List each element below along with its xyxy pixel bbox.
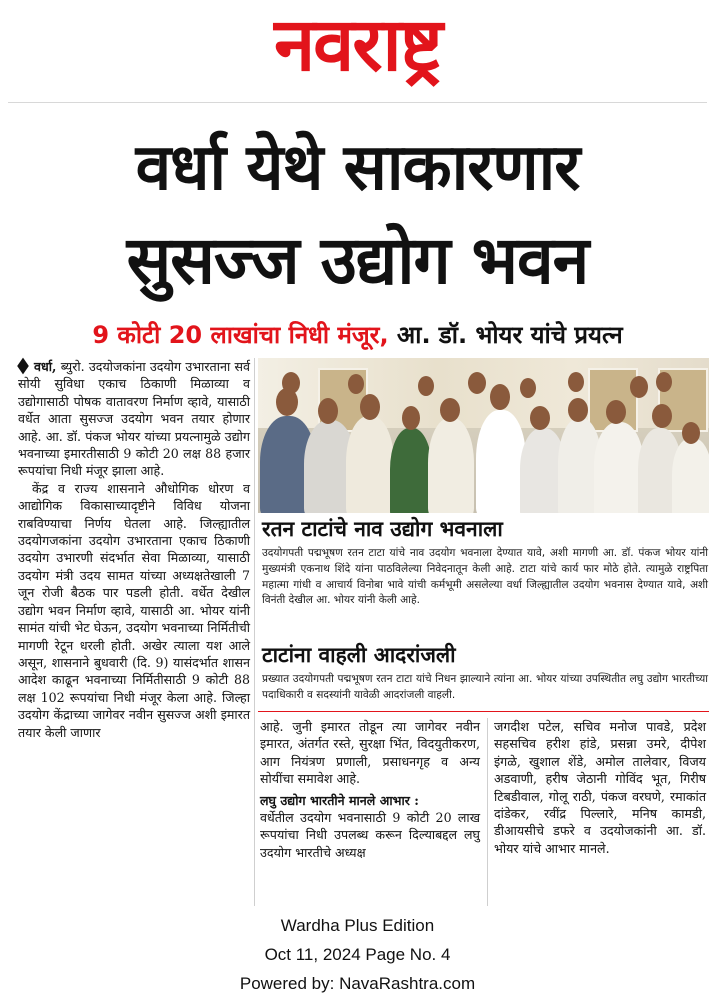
news-photo	[258, 358, 709, 513]
box-text-ratan-tata-name: उदयोगपती पद्मभूषण रतन टाटा यांचे नाव उदयोग भवनाला देण्यात यावे, अशी मागणी आ. डॉ. पंकज भोयर यांनी मुख्यमंत्री एकनाथ शिंदे यांना पाठविलेल्या निवेदनातून केली आहे. टाटा यांचे कार्य फार मोठे होते. त्यामुळे राष्ट्रपिता महात्मा गांधी व आचार्य विनोबा भावे यांची कर्मभूमी असलेल्या वर्धा जिल्ह्यातील उदयोग भवनास देण्यात यावे, अशी विनंती देखील आ. भोयर यांनी केली आहे.	[262, 547, 708, 607]
masthead-logo: नवराष्ट्र	[274, 2, 441, 88]
article-column-1	[18, 358, 250, 741]
subheadline-red: 9 कोटी 20 लाखांचा निधी मंजूर,	[92, 321, 389, 349]
bullet-marker-icon	[17, 358, 29, 375]
article-column-2	[260, 718, 480, 861]
article-column-3	[494, 718, 706, 857]
column-divider	[254, 358, 255, 906]
article-paragraph-5: जगदीश पटेल, सचिव मनोज पावडे, प्रदेश सहसचिव हरीश हांडे, प्रसन्ना उमरे, दीपेश इंगळे, खुशाल शेंडे, अमोल तालेवार, विजय अडवाणी, हरीष जेठानी गोविंद भूत, गिरीष टिबडीवाल, गोलू राठी, पंकज वरघणे, रमाकांत दांडेकर, रवींद्र पिल्लारे, मनिष कामडी, डीआयसीचे डफरे व उदयोजकांनी आ. डॉ. भोयर यांचे आभार मानले.	[494, 719, 706, 856]
masthead-divider	[8, 102, 707, 103]
box-divider	[258, 711, 709, 712]
article-paragraph-4: वर्धेतील उदयोग भवनासाठी 9 कोटी 20 लाख रूपयांचा निधी उपलब्ध करून दिल्याबद्दल लघु उदयोग भारतीचे अध्यक्ष	[260, 810, 480, 860]
dateline: वर्धा,	[34, 359, 57, 374]
box-title-tribute: टाटांना वाहली आदरांजली	[262, 643, 456, 667]
edition-label: Wardha Plus Edition	[280, 916, 435, 935]
box-title-ratan-tata-name: रतन टाटांचे नाव उद्योग भवनाला	[262, 517, 503, 541]
masthead	[0, 0, 715, 96]
article-subhead: लघु उद्योग भारतीने मानले आभार :	[260, 792, 419, 808]
column-divider-2	[487, 718, 488, 906]
article-paragraph-2: केंद्र व राज्य शासनाने औधोगिक धोरण व आद्योगिक विकासाच्यादृष्टीने विविध योजना राबविण्याचा निर्णय घेतला आहे. जिल्ह्यातील उदयोगजकांना उदयोग उभारताना एकाच ठिकाणी उदयोग उभारणी संदर्भात सेवा मिळाव्या, यासाठी उदयोग मंत्री उदय सामत यांच्या अध्यक्षतेखाली 7 जून रोजी बैठक पार पडली होती. वर्धेत देखील उद्योग भवन निर्माण व्हावे, यासाठी आ. भोयर यांनी सामंत यांची भेट घेऊन, उदयोग भवनाच्या निर्मितीची मागणी रेटून धरली होती. अखेर त्याला यश आले असून, शासनाने बुधवारी (दि. 9) यासंदर्भात शासन आदेश काढून भवनाच्या निर्मितीसाठी 9 कोटी 88 लक्ष 102 रूपयांचा निधी मंजूर केला आहे. जिल्हा उदयोग केंद्राच्या जागेवर नवीन सुसज्ज अशी इमारत तयार केली जाणार	[18, 480, 250, 740]
headline-line1: वर्धा येथे साकारणार	[135, 131, 580, 205]
subheadline	[20, 318, 695, 352]
article-paragraph-3: आहे. जुनी इमारत तोडून त्या जागेवर नवीन इमारत, अंतर्गत रस्ते, सुरक्षा भिंत, विदयुतीकरण, आग नियंत्रण प्रणाली, प्रसाधनगृह व अन्य सोयींचा समावेश आहे.	[260, 719, 480, 787]
article-paragraph-1: ब्युरो. उदयोजकांना उदयोग उभारताना सर्व सोयी सुविधा एकाच ठिकाणी मिळाव्या व उद्योगासाठी पोषक वातावरण निर्माण व्हावे, यासाठी वर्धेत आता सुसज्ज उदयोग भवन तयार होणार आहे. आ. डॉ. पंकज भोयर यांच्या प्रयत्नामुळे उद्योग भवनाच्या इमारतीसाठी 9 कोटी 20 लक्ष 88 हजार रूपयांचा निधी मंजूर झाला आहे.	[18, 359, 250, 479]
date-page-label: Oct 11, 2024 Page No. 4	[264, 945, 451, 964]
box-text-tribute: प्रख्यात उदयोगपती पद्मभूषण रतन टाटा यांचे निधन झाल्याने त्यांना आ. भोयर यांच्या उपस्थितीत लघु उद्योग भारतीच्या पदाधिकारी व सदस्यांनी यावेळी आदरांजली वाहली.	[262, 673, 708, 701]
headline-line2: सुसज्ज उद्योग भवन	[126, 222, 589, 299]
subheadline-black: आ. डॉ. भोयर यांचे प्रयत्न	[388, 321, 623, 349]
powered-by-label: Powered by: NavaRashtra.com	[239, 974, 476, 993]
